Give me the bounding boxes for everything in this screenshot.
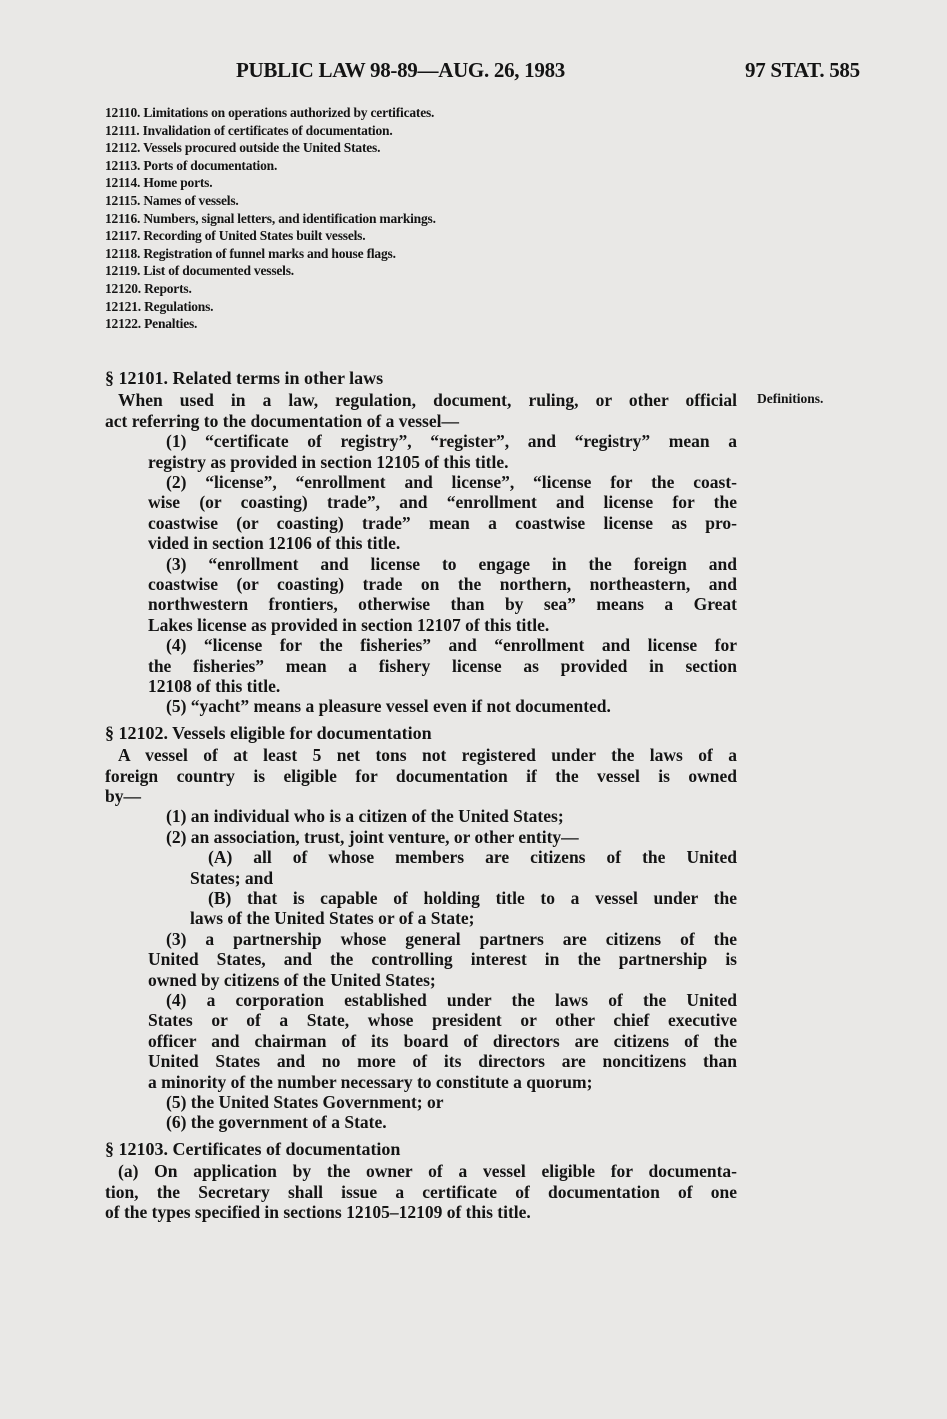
text-line: States; and — [190, 867, 274, 888]
text-line: vided in section 12106 of this title. — [148, 533, 401, 554]
toc-entry: 12114. Home ports. — [105, 175, 213, 191]
text-line: (2) “license”, “enrollment and license”, “license for the coast- — [166, 472, 737, 492]
toc-entry: 12122. Penalties. — [105, 316, 198, 332]
text-line: (3) a partnership whose general partners are citizens of the — [166, 928, 737, 949]
toc-entry: 12119. List of documented vessels. — [105, 263, 294, 279]
margin-note: Definitions. — [757, 391, 824, 406]
text-line: When used in a law, regulation, document, ruling, or other official — [118, 390, 737, 411]
toc-entry: 12116. Numbers, signal letters, and identification markings. — [105, 210, 436, 226]
paragraph — [105, 635, 737, 696]
text-line: (3) “enrollment and license to engage in the foreign and — [166, 553, 737, 574]
toc-entry: 12117. Recording of United States built vessels. — [105, 228, 366, 244]
running-header-title: PUBLIC LAW 98-89—AUG. 26, 1983 — [236, 58, 565, 82]
text-line: (4) a corporation established under the laws of the United — [166, 989, 737, 1010]
statute-body — [105, 362, 737, 1222]
text-line: (5) “yacht” means a pleasure vessel even if not documented. — [166, 696, 611, 717]
text-line: (6) the government of a State. — [166, 1112, 387, 1133]
paragraph — [105, 827, 737, 847]
text-line: officer and chairman of its board of directors are citizens of the — [148, 1030, 737, 1051]
text-line: United States, and the controlling interest in the partnership is — [148, 949, 737, 970]
text-line: United States and no more of its directors are noncitizens than — [148, 1051, 737, 1072]
paragraph — [105, 1112, 737, 1132]
text-line: (a) On application by the owner of a vessel eligible for documenta- — [118, 1161, 737, 1182]
paragraph — [105, 745, 737, 806]
text-line: northwestern frontiers, otherwise than by sea” means a Great — [148, 594, 737, 615]
text-line: 12108 of this title. — [148, 675, 281, 696]
text-line: by— — [105, 785, 141, 806]
paragraph — [105, 696, 737, 716]
text-line: (1) an individual who is a citizen of the United States; — [166, 806, 564, 827]
text-line: foreign country is eligible for documentation if the vessel is owned — [105, 765, 737, 786]
toc-entry: 12111. Invalidation of certificates of documentation. — [105, 122, 393, 138]
section-heading: § 12102. Vessels eligible for documentation — [105, 722, 432, 743]
toc-entry: 12115. Names of vessels. — [105, 192, 239, 208]
paragraph — [105, 806, 737, 826]
text-line: coastwise (or coasting) trade on the northern, northeastern, and — [148, 573, 737, 594]
text-line: States or of a State, whose president or other chief executive — [148, 1010, 737, 1031]
text-line: laws of the United States or of a State; — [190, 908, 475, 929]
paragraph — [105, 472, 737, 554]
paragraph — [105, 431, 737, 472]
text-line: the fisheries” mean a fishery license as provided in section — [148, 655, 737, 676]
toc-entry: 12121. Regulations. — [105, 298, 214, 314]
toc-entry: 12112. Vessels procured outside the United States. — [105, 140, 381, 156]
paragraph — [105, 554, 737, 636]
paragraph — [105, 990, 737, 1092]
text-line: act referring to the documentation of a vessel— — [105, 410, 459, 431]
text-line: (A) all of whose members are citizens of the United — [208, 847, 737, 868]
text-line: (B) that is capable of holding title to a vessel under the — [208, 887, 737, 908]
text-line: (4) “license for the fisheries” and “enrollment and license for — [166, 635, 737, 656]
toc-entry: 12113. Ports of documentation. — [105, 157, 278, 173]
text-line: registry as provided in section 12105 of this title. — [148, 451, 509, 472]
section-heading: § 12103. Certificates of documentation — [105, 1138, 401, 1159]
text-line: A vessel of at least 5 net tons not registered under the laws of a — [118, 745, 737, 766]
toc-entry: 12118. Registration of funnel marks and house flags. — [105, 245, 396, 261]
text-line: Lakes license as provided in section 12107 of this title. — [148, 614, 550, 635]
text-line: wise (or coasting) trade”, and “enrollment and license for the — [148, 492, 737, 513]
text-line: (2) an association, trust, joint venture, or other entity— — [166, 826, 579, 847]
paragraph — [105, 929, 737, 990]
section-heading: § 12101. Related terms in other laws — [105, 368, 384, 388]
toc-entry: 12110. Limitations on operations authorized by certificates. — [105, 105, 435, 120]
paragraph — [105, 847, 737, 888]
text-line: tion, the Secretary shall issue a certificate of documentation of one — [105, 1181, 737, 1202]
paragraph — [105, 888, 737, 929]
paragraph — [105, 1092, 737, 1112]
paragraph — [105, 390, 737, 431]
paragraph — [105, 1161, 737, 1222]
text-line: owned by citizens of the United States; — [148, 969, 436, 990]
text-line: (5) the United States Government; or — [166, 1091, 444, 1112]
statute-page-number: 97 STAT. 585 — [745, 58, 860, 82]
text-line: a minority of the number necessary to constitute a quorum; — [148, 1071, 593, 1092]
text-line: coastwise (or coasting) trade” mean a coastwise license as pro- — [148, 512, 737, 533]
section-table-of-contents — [105, 104, 436, 333]
text-line: of the types specified in sections 12105–12109 of this title. — [105, 1201, 531, 1222]
text-line: (1) “certificate of registry”, “register”, and “registry” mean a — [166, 431, 737, 452]
toc-entry: 12120. Reports. — [105, 280, 192, 296]
